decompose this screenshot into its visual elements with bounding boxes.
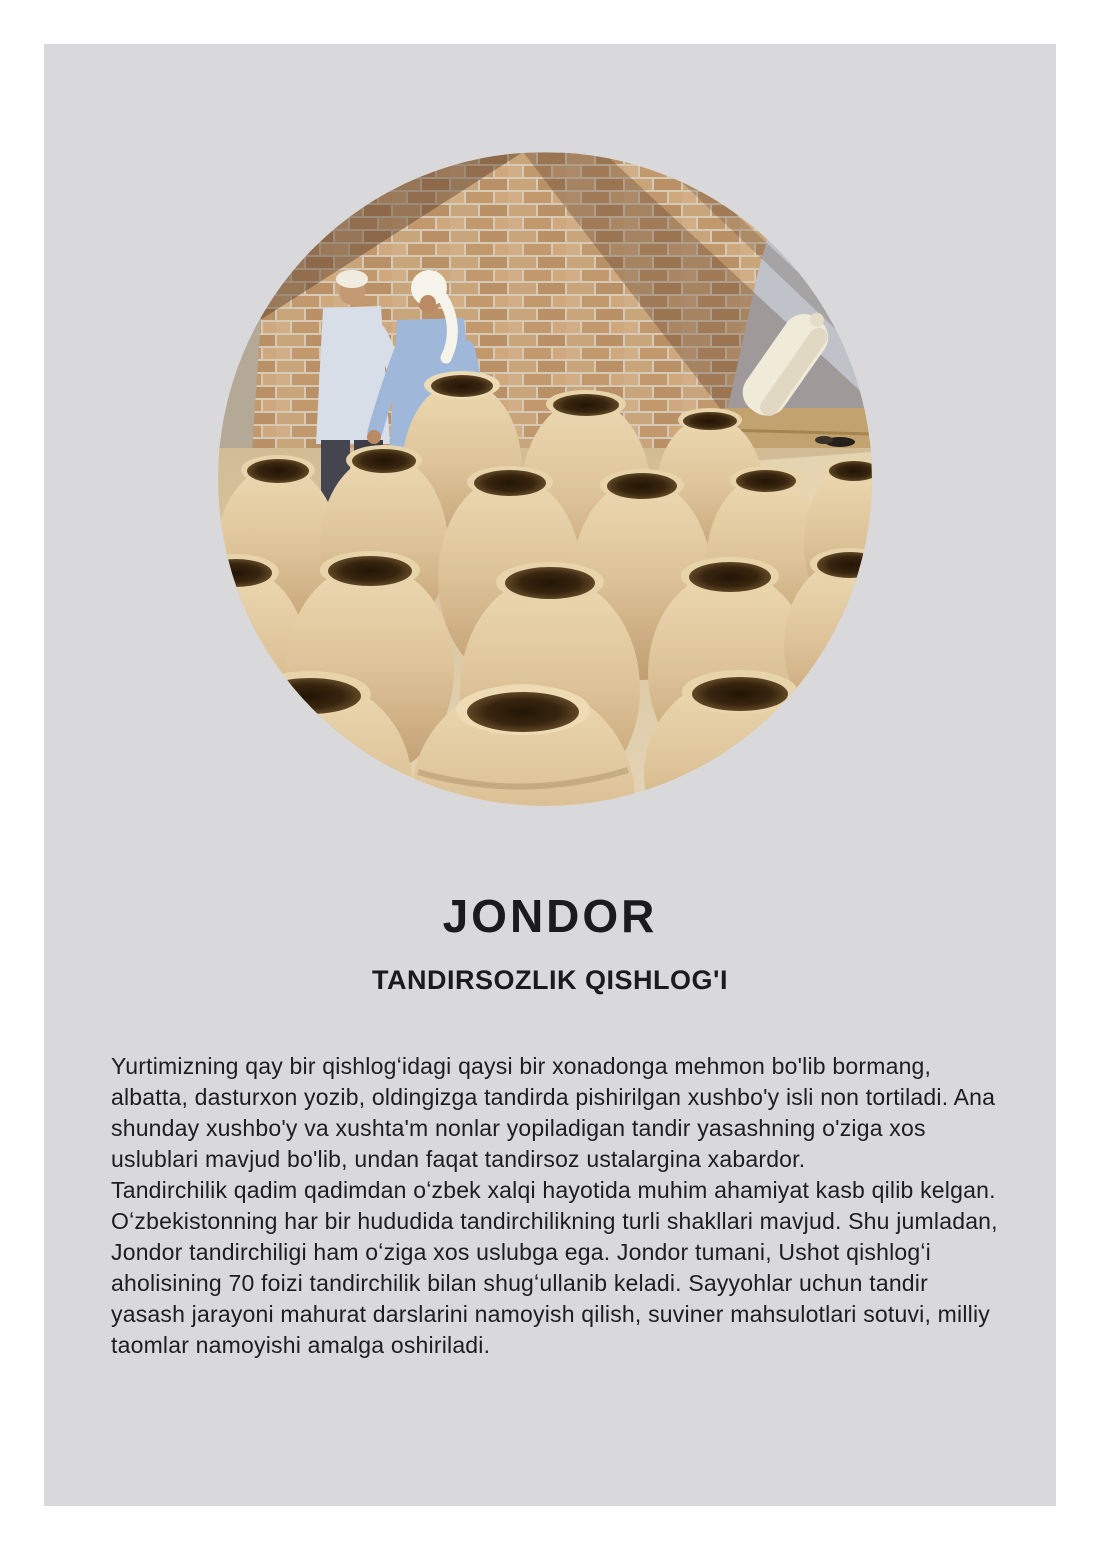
page-subtitle: TANDIRSOZLIK QISHLOG'I	[372, 965, 728, 995]
paragraph-1: Yurtimizning qay bir qishlogʻidagi qaysi bir xonadonga mehmon bo'lib bormang, albatta, dasturxon yozib, oldingizga tandirda pishirilgan xushbo'y isli non tortiladi. Ana shunday xushbo'y va xushta'm nonlar yopiladigan tandir yasashning o'ziga xos uslublari mavjud bo'lib, undan faqat tandirsoz ustalargina xabardor.	[111, 1053, 996, 1172]
body-text	[111, 1051, 999, 1361]
poster-panel	[44, 44, 1056, 1506]
tandir-courtyard-illustration	[218, 152, 872, 806]
tandir-photo	[218, 152, 872, 806]
page-title: JONDOR	[442, 890, 658, 942]
paragraph-2: Tandirchilik qadim qadimdan oʻzbek xalqi hayotida muhim ahamiyat kasb qilib kelgan. Oʻzbekistonning har bir hududida tandirchilikning turli shakllari mavjud. Shu jumladan, Jondor tandirchiligi ham oʻziga xos uslubga ega. Jondor tumani, Ushot qishlogʻi aholisining 70 foizi tandirchilik bilan shugʻullanib keladi. Sayyohlar uchun tandir yasash jarayoni mahurat darslarini namoyish qilish, suviner mahsulotlari sotuvi, milliy taomlar namoyishi amalga oshiriladi.	[111, 1177, 998, 1358]
